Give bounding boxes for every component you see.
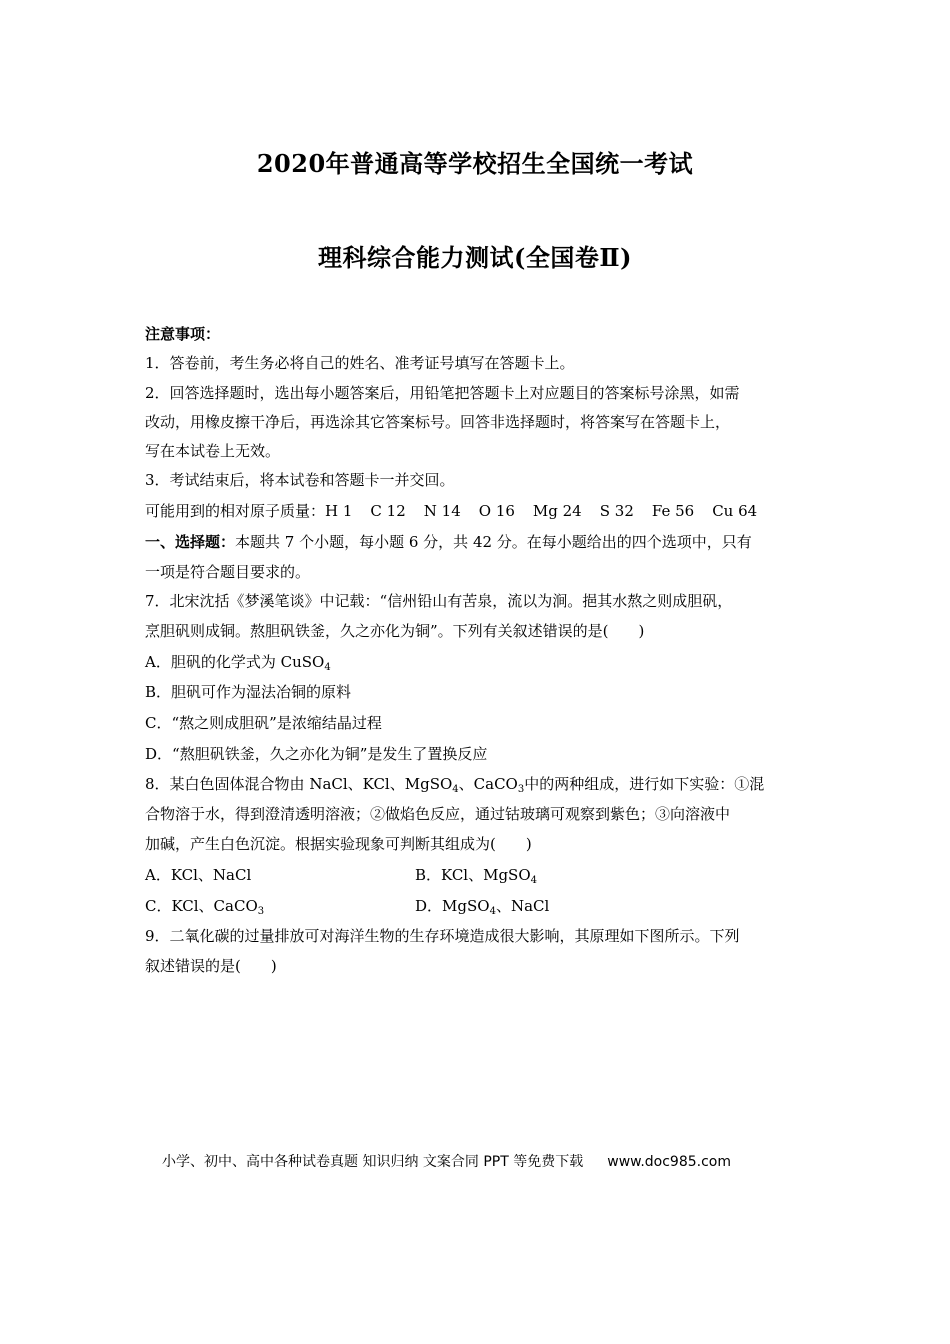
q7-option-b: B．胆矾可作为湿法冶铜的原料 [145, 683, 352, 701]
q8-stem-sub-1: 4 [452, 784, 459, 795]
q7-option-d: D．“熬胆矾铁釜，久之亦化为铜”是发生了置换反应 [145, 745, 488, 763]
atomic-mass-c: C 12 [370, 502, 406, 520]
section-1-line-1 [145, 531, 752, 553]
atomic-mass-o: O 16 [478, 502, 515, 520]
q7-stem-line-2: 烹胆矾则成铜。熬胆矾铁釜，久之亦化为铜”。下列有关叙述错误的是( ) [145, 622, 645, 640]
atomic-mass-s: S 32 [599, 502, 634, 520]
section-1-desc: 本题共 7 个小题，每小题 6 分，共 42 分。在每小题给出的四个选项中，只有 [235, 533, 752, 551]
q8-stem-line-3: 加碱，产生白色沉淀。根据实验现象可判断其组成为( ) [145, 835, 532, 853]
q8-option-d-post: 、NaCl [495, 897, 550, 915]
q8-option-d [415, 895, 549, 917]
q9-stem-line-2: 叙述错误的是( ) [145, 957, 277, 975]
q8-stem-text-b: 、CaCO [458, 775, 518, 793]
footer-text: 小学、初中、高中各种试卷真题 知识归纳 文案合同 PPT 等免费下载 [162, 1154, 584, 1170]
q7-option-a [145, 651, 331, 673]
q7-stem-line-1: 7．北宋沈括《梦溪笔谈》中记载：“信州铅山有苦泉，流以为涧。挹其水熬之则成胆矾， [145, 592, 733, 610]
footer-url[interactable]: www.doc985.com [607, 1154, 731, 1170]
atomic-mass-fe: Fe 56 [651, 502, 695, 520]
q8-stem-line-1 [145, 773, 764, 795]
exam-subtitle: 理科综合能力测试(全国卷Ⅱ) [318, 243, 632, 272]
atomic-mass-cu: Cu 64 [712, 502, 758, 520]
q8-option-b [415, 864, 537, 886]
q8-stem-sub-2: 3 [517, 784, 525, 795]
q8-option-c-text: C．KCl、CaCO [145, 897, 258, 915]
notice-item-3: 3．考试结束后，将本试卷和答题卡一并交回。 [145, 471, 455, 489]
q8-stem-line-2: 合物溶于水，得到澄清透明溶液；②做焰色反应，通过钴玻璃可观察到紫色；③向溶液中 [145, 805, 731, 823]
section-1-line-2: 一项是符合题目要求的。 [145, 563, 311, 581]
atomic-mass-mg: Mg 24 [532, 502, 582, 520]
q7-option-a-text: A．胆矾的化学式为 CuSO [145, 653, 325, 671]
exam-title: 2020年普通高等学校招生全国统一考试 [256, 149, 694, 178]
notice-item-2-line-1: 2．回答选择题时，选出每小题答案后，用铅笔把答题卡上对应题目的答案标号涂黑，如需 [145, 384, 740, 402]
notice-item-2-line-2: 改动，用橡皮擦干净后，再选涂其它答案标号。回答非选择题时，将答案写在答题卡上， [145, 413, 731, 431]
q8-option-b-sub: 4 [530, 875, 538, 886]
atomic-mass-label: 可能用到的相对原子质量： [145, 502, 326, 520]
q7-option-a-sub: 4 [324, 662, 331, 673]
section-1-label: 一、选择题： [145, 533, 236, 551]
q8-option-a: A．KCl、NaCl [145, 866, 252, 884]
notice-item-2-line-3: 写在本试卷上无效。 [145, 442, 281, 460]
atomic-mass-n: N 14 [423, 502, 461, 520]
atomic-mass-line [145, 500, 757, 522]
q8-stem-text-c: 中的两种组成，进行如下实验：①混 [524, 775, 765, 793]
q9-stem-line-1: 9．二氧化碳的过量排放可对海洋生物的生存环境造成很大影响，其原理如下图所示。下列 [145, 927, 740, 945]
q7-option-c: C．“熬之则成胆矾”是浓缩结晶过程 [145, 714, 382, 732]
q8-option-c [145, 895, 264, 917]
q8-stem-text-a: 8．某白色固体混合物由 NaCl、KCl、MgSO [145, 775, 453, 793]
atomic-mass-h: H 1 [325, 502, 353, 520]
notice-heading: 注意事项： [145, 325, 221, 343]
q8-option-d-text: D．MgSO [415, 897, 490, 915]
q8-option-b-text: B．KCl、MgSO [415, 866, 531, 884]
q8-option-d-sub: 4 [489, 906, 496, 917]
notice-item-1: 1．答卷前，考生务必将自己的姓名、准考证号填写在答题卡上。 [145, 354, 575, 372]
page-footer [162, 1151, 731, 1171]
q8-option-c-sub: 3 [257, 906, 265, 917]
